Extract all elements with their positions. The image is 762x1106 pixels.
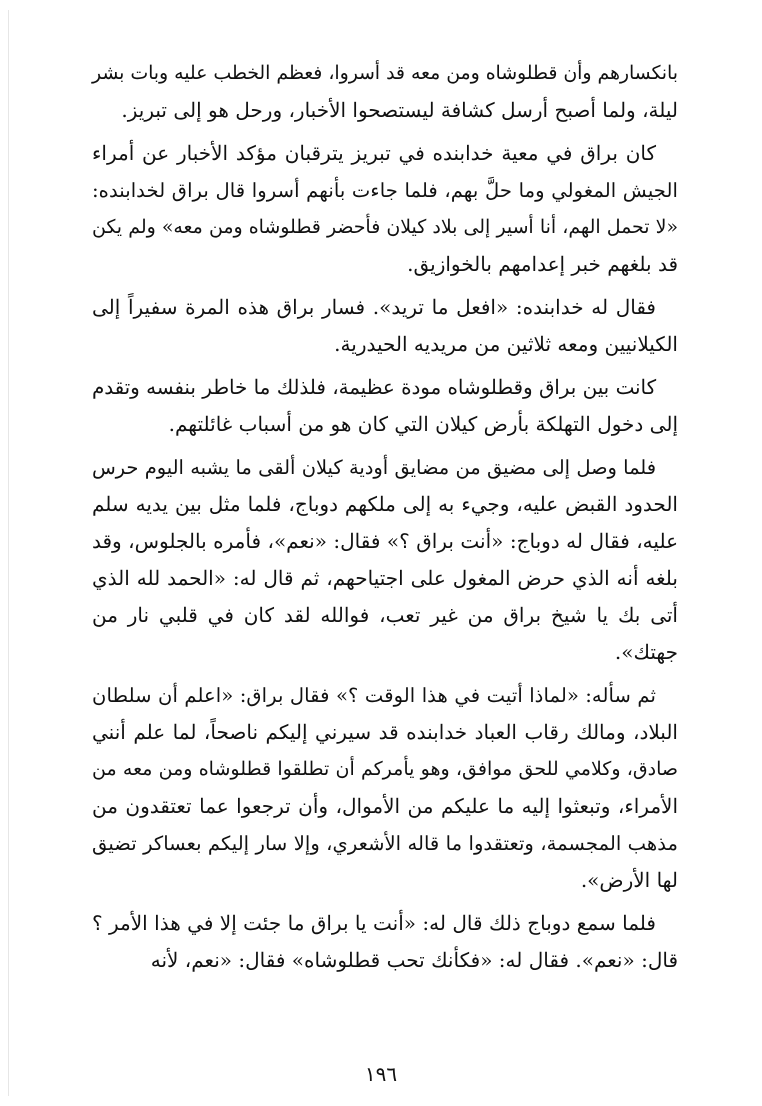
text-line: جهتك». (614, 640, 678, 664)
text-line: مذهب المجسمة، وتعتقدوا ما قاله الأشعري، وإلا سار إليكم بعساكر تضيق (92, 832, 678, 855)
text-line: الحدود القبض عليه، وجيء به إلى ملكهم دوباج، فلما مثل بين يديه سلم (92, 492, 678, 516)
text-line: قال: «نعم». فقال له: «فكأنك تحب قطلوشاه» فقال: «نعم، لأنه (150, 948, 678, 972)
text-line: بانكسارهم وأن قطلوشاه ومن معه قد أسروا، فعظم الخطب عليه وبات بشر (92, 63, 678, 84)
page-number: ١٩٦ (364, 1062, 398, 1086)
text-line: ليلة، ولما أصبح أرسل كشافة ليستصحوا الأخبار، ورحل هو إلى تبريز. (121, 98, 678, 122)
text-line: فقال له خدابنده: «افعل ما تريد». فسار براق هذه المرة سفيراً إلى (92, 295, 656, 319)
text-line: ثم سأله: «لماذا أتيت في هذا الوقت ؟» فقال براق: «اعلم أن سلطان (92, 684, 656, 707)
body-text (92, 55, 678, 979)
paragraph (92, 677, 678, 899)
text-line: الأمراء، وتبعثوا إليه ما عليكم من الأموال، وأن ترجعوا عما تعتقدون من (92, 794, 678, 818)
text-line: عليه، فقال له دوباج: «أنت براق ؟» فقال: «نعم»، فأمره بالجلوس، وقد (92, 529, 678, 553)
paragraph (92, 55, 678, 129)
text-line: كان براق في معية خدابنده في تبريز يترقبان مؤكد الأخبار عن أمراء (92, 141, 656, 165)
text-line: لها الأرض». (580, 868, 678, 892)
text-line: البلاد، ومالك رقاب العباد خدابنده قد سيرني إليكم ناصحاً، لما علم أنني (92, 720, 678, 744)
text-line: الكيلانيين ومعه ثلاثين من مريديه الحيدرية. (334, 332, 678, 356)
text-line: فلما سمع دوباج ذلك قال له: «أنت يا براق ما جئت إلا في هذا الأمر ؟ (92, 911, 656, 935)
page-edge-shadow (8, 10, 9, 1096)
text-line: إلى دخول التهلكة بأرض كيلان التي كان هو من أسباب غائلتهم. (168, 412, 678, 436)
text-line: فلما وصل إلى مضيق من مضايق أودية كيلان ألقى ما يشبه اليوم حرس (92, 456, 656, 479)
text-line: الجيش المغولي وما حلَّ بهم، فلما جاءت بأنهم أسروا قال براق لخدابنده: (92, 179, 678, 202)
paragraph (92, 369, 678, 443)
paragraph (92, 135, 678, 283)
text-line: صادق، وكلامي للحق موافق، وهو يأمركم أن تطلقوا قطلوشاه ومن معه من (92, 758, 678, 780)
text-line: أتى بك يا شيخ براق من غير تعب، فوالله لقد كان في قلبي نار من (92, 603, 678, 627)
paragraph (92, 289, 678, 363)
text-line: بلغه أنه الذي حرض المغول على اجتياحهم، ثم قال له: «الحمد لله الذي (92, 566, 678, 590)
text-line: «لا تحمل الهم، أنا أسير إلى بلاد كيلان فأحضر قطلوشاه ومن معه» ولم يكن (92, 216, 678, 238)
paragraph (92, 449, 678, 671)
text-line: كانت بين براق وقطلوشاه مودة عظيمة، فلذلك ما خاطر بنفسه وتقدم (92, 376, 656, 399)
text-line: قد بلغهم خبر إعدامهم بالخوازيق. (407, 252, 678, 276)
paragraph (92, 905, 678, 979)
